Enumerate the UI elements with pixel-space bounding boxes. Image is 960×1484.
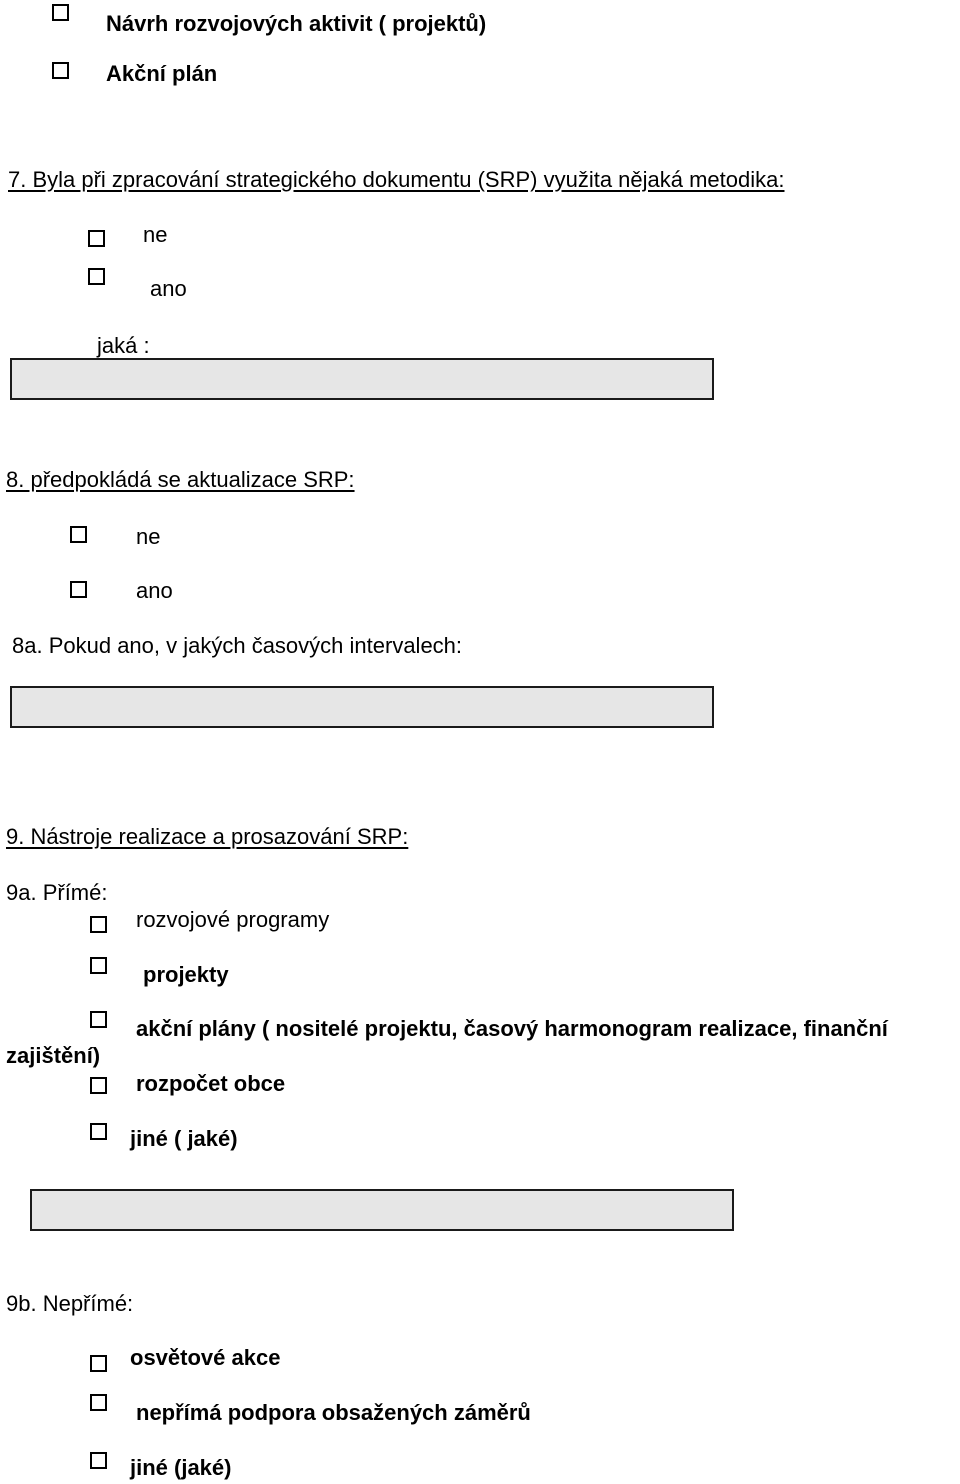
question-8a-heading: 8a. Pokud ano, v jakých časových intervalech: bbox=[12, 633, 463, 658]
option-label-jine-prime: jiné ( jaké) bbox=[130, 1126, 238, 1151]
checkbox-osvetove-akce[interactable] bbox=[90, 1355, 107, 1372]
q7-methodology-input[interactable] bbox=[10, 358, 714, 400]
checkbox-rozvojove-programy[interactable] bbox=[90, 916, 107, 933]
option-label-q8-ne: ne bbox=[136, 524, 161, 549]
option-label-q7-ne: ne bbox=[143, 222, 168, 247]
option-label-q8-ano: ano bbox=[136, 578, 173, 603]
q9a-heading: 9a. Přímé: bbox=[6, 880, 108, 905]
option-label-projekty: projekty bbox=[143, 962, 229, 987]
option-label-navrh-rozvojovych-aktivit: Návrh rozvojových aktivit ( projektů) bbox=[106, 11, 487, 36]
checkbox-rozpocet-obce[interactable] bbox=[90, 1077, 107, 1094]
q7-which-label: jaká : bbox=[97, 333, 150, 358]
checkbox-neprima-podpora[interactable] bbox=[90, 1394, 107, 1411]
checkbox-jine-prime[interactable] bbox=[90, 1123, 107, 1140]
checkbox-jine-neprime[interactable] bbox=[90, 1452, 107, 1469]
checkbox-navrh-rozvojovych-aktivit[interactable] bbox=[52, 4, 69, 21]
option-label-neprima-podpora: nepřímá podpora obsažených záměrů bbox=[136, 1400, 531, 1425]
checkbox-projekty[interactable] bbox=[90, 957, 107, 974]
question-8-heading: 8. předpokládá se aktualizace SRP: bbox=[6, 467, 355, 492]
option-label-akcni-plany-continuation: zajištění) bbox=[6, 1043, 101, 1068]
option-label-akcni-plan: Akční plán bbox=[106, 61, 218, 86]
checkbox-q8-ano[interactable] bbox=[70, 581, 87, 598]
option-label-akcni-plany: akční plány ( nositelé projektu, časový harmonogram realizace, finanční bbox=[136, 1016, 888, 1041]
q9b-heading: 9b. Nepřímé: bbox=[6, 1291, 134, 1316]
checkbox-q7-ano[interactable] bbox=[88, 268, 105, 285]
checkbox-q7-ne[interactable] bbox=[88, 230, 105, 247]
checkbox-akcni-plan[interactable] bbox=[52, 62, 69, 79]
q9a-other-input[interactable] bbox=[30, 1189, 734, 1231]
question-7-heading: 7. Byla při zpracování strategického dokumentu (SRP) využita nějaká metodika: bbox=[8, 167, 785, 192]
option-label-osvetove-akce: osvětové akce bbox=[130, 1345, 281, 1370]
option-label-jine-neprime: jiné (jaké) bbox=[130, 1455, 232, 1480]
checkbox-q8-ne[interactable] bbox=[70, 526, 87, 543]
q8a-interval-input[interactable] bbox=[10, 686, 714, 728]
option-label-rozpocet-obce: rozpočet obce bbox=[136, 1071, 286, 1096]
question-9-heading: 9. Nástroje realizace a prosazování SRP: bbox=[6, 824, 409, 849]
option-label-q7-ano: ano bbox=[150, 276, 187, 301]
option-label-rozvojove-programy: rozvojové programy bbox=[136, 907, 330, 932]
checkbox-akcni-plany[interactable] bbox=[90, 1011, 107, 1028]
